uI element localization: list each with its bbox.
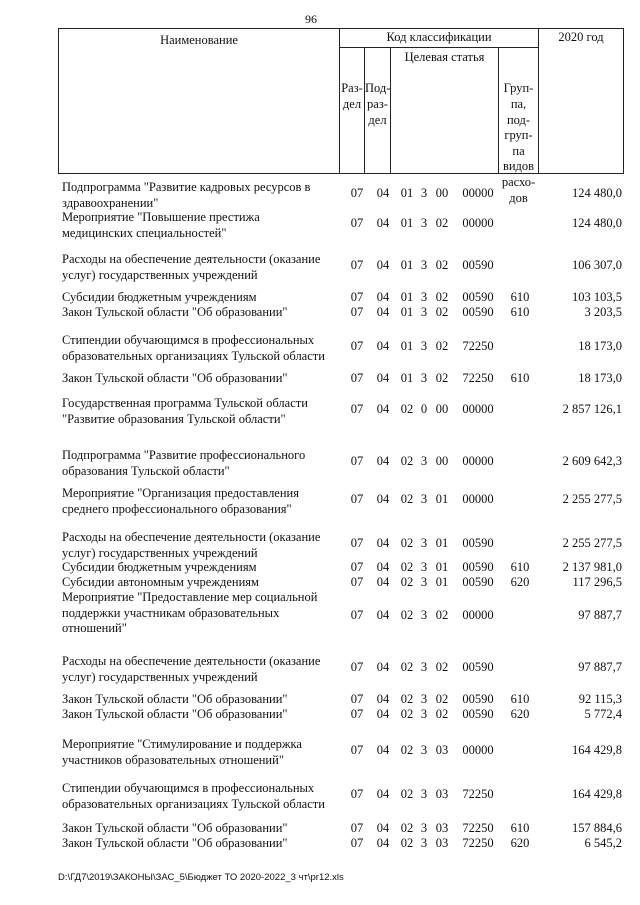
row-podrazdel: 04: [376, 402, 390, 416]
row-podrazdel: 04: [376, 536, 390, 550]
row-target-program: 02: [400, 575, 414, 589]
row-razdel: 07: [350, 608, 364, 622]
file-path-footer: D:\ГД7\2019\ЗАКОНЫ\ЗАС_5\Бюджет ТО 2020-2022_3 чт\pr12.xls: [58, 872, 344, 883]
row-target-program: 02: [400, 660, 414, 674]
row-target-event: 01: [435, 575, 449, 589]
row-target-event: 02: [435, 258, 449, 272]
row-razdel: 07: [350, 492, 364, 506]
row-target-event: 01: [435, 560, 449, 574]
row-target-direction: 00000: [462, 608, 494, 622]
row-target-event: 00: [435, 402, 449, 416]
row-target-direction: 00000: [462, 454, 494, 468]
row-target-program: 02: [400, 454, 414, 468]
row-target-event: 02: [435, 339, 449, 353]
row-name: Закон Тульской области "Об образовании": [62, 305, 288, 319]
row-target-subprogram: 3: [420, 305, 428, 319]
row-amount: 92 115,3: [578, 692, 622, 706]
row-target-program: 02: [400, 787, 414, 801]
row-expense-group: 610: [510, 290, 530, 304]
row-razdel: 07: [350, 743, 364, 757]
row-target-program: 02: [400, 821, 414, 835]
row-amount: 2 255 277,5: [562, 492, 622, 506]
row-target-direction: 00590: [462, 692, 494, 706]
row-target-direction: 00590: [462, 560, 494, 574]
row-target-direction: 00000: [462, 402, 494, 416]
row-target-program: 01: [400, 290, 414, 304]
row-target-event: 03: [435, 743, 449, 757]
row-name: Мероприятие "Стимулирование и поддержка участников образовательных отношений": [62, 737, 302, 767]
header-year-cell: [538, 28, 624, 174]
row-target-direction: 00000: [462, 743, 494, 757]
row-target-event: 01: [435, 536, 449, 550]
row-razdel: 07: [350, 787, 364, 801]
row-razdel: 07: [350, 305, 364, 319]
row-target-event: 02: [435, 371, 449, 385]
row-amount: 2 137 981,0: [562, 560, 622, 574]
row-expense-group: 610: [510, 821, 530, 835]
row-razdel: 07: [350, 258, 364, 272]
row-target-event: 02: [435, 692, 449, 706]
row-razdel: 07: [350, 692, 364, 706]
row-name: Закон Тульской области "Об образовании": [62, 836, 288, 850]
row-target-program: 01: [400, 371, 414, 385]
row-target-direction: 00590: [462, 305, 494, 319]
row-target-direction: 00000: [462, 216, 494, 230]
row-podrazdel: 04: [376, 216, 390, 230]
row-target-event: 02: [435, 305, 449, 319]
row-podrazdel: 04: [376, 492, 390, 506]
row-target-direction: 00590: [462, 707, 494, 721]
row-expense-group: 610: [510, 305, 530, 319]
row-target-subprogram: 3: [420, 186, 428, 200]
row-podrazdel: 04: [376, 821, 390, 835]
row-amount: 18 173,0: [578, 371, 622, 385]
row-target-direction: 00000: [462, 186, 494, 200]
row-razdel: 07: [350, 454, 364, 468]
row-target-subprogram: 3: [420, 787, 428, 801]
row-amount: 117 296,5: [572, 575, 622, 589]
row-target-event: 02: [435, 707, 449, 721]
row-podrazdel: 04: [376, 560, 390, 574]
row-target-direction: 00590: [462, 258, 494, 272]
row-razdel: 07: [350, 402, 364, 416]
row-target-program: 01: [400, 186, 414, 200]
row-target-program: 01: [400, 339, 414, 353]
row-target-direction: 00590: [462, 290, 494, 304]
row-podrazdel: 04: [376, 743, 390, 757]
header-podrazdel: Под- раз- дел: [365, 81, 391, 127]
row-amount: 157 884,6: [572, 821, 622, 835]
row-name: Мероприятие "Организация предоставления среднего профессионального образования": [62, 486, 299, 516]
row-target-subprogram: 3: [420, 836, 428, 850]
row-target-program: 01: [400, 305, 414, 319]
row-expense-group: 620: [510, 575, 530, 589]
header-podrazdel-cell: [364, 47, 391, 174]
row-target-program: 02: [400, 492, 414, 506]
row-podrazdel: 04: [376, 707, 390, 721]
row-target-event: 03: [435, 821, 449, 835]
row-podrazdel: 04: [376, 836, 390, 850]
row-name: Стипендии обучающимся в профессиональных образовательных организациях Тульской области: [62, 333, 325, 363]
row-target-program: 02: [400, 707, 414, 721]
row-name: Расходы на обеспечение деятельности (оказание услуг) государственных учреждений: [62, 252, 321, 282]
row-podrazdel: 04: [376, 575, 390, 589]
row-amount: 164 429,8: [572, 743, 622, 757]
row-target-event: 00: [435, 186, 449, 200]
row-razdel: 07: [350, 186, 364, 200]
row-target-program: 02: [400, 560, 414, 574]
row-amount: 3 203,5: [584, 305, 622, 319]
row-target-event: 01: [435, 492, 449, 506]
row-razdel: 07: [350, 707, 364, 721]
row-target-direction: 00000: [462, 492, 494, 506]
header-gruppa-cell: [498, 47, 539, 205]
row-target-subprogram: 3: [420, 575, 428, 589]
row-target-subprogram: 3: [420, 290, 428, 304]
row-expense-group: 610: [510, 371, 530, 385]
row-razdel: 07: [350, 575, 364, 589]
row-expense-group: 610: [510, 560, 530, 574]
row-target-event: 00: [435, 454, 449, 468]
row-target-event: 02: [435, 608, 449, 622]
row-amount: 97 887,7: [578, 660, 622, 674]
row-target-direction: 00590: [462, 575, 494, 589]
header-celevaya: Целевая статья: [404, 50, 485, 64]
row-target-program: 02: [400, 743, 414, 757]
row-amount: 164 429,8: [572, 787, 622, 801]
row-expense-group: 620: [510, 836, 530, 850]
row-amount: 18 173,0: [578, 339, 622, 353]
row-name: Закон Тульской области "Об образовании": [62, 692, 288, 706]
row-razdel: 07: [350, 660, 364, 674]
row-target-subprogram: 3: [420, 560, 428, 574]
row-target-subprogram: 3: [420, 536, 428, 550]
row-target-subprogram: 3: [420, 339, 428, 353]
row-podrazdel: 04: [376, 454, 390, 468]
row-amount: 103 103,5: [572, 290, 622, 304]
row-target-event: 03: [435, 787, 449, 801]
row-target-program: 01: [400, 258, 414, 272]
row-name: Расходы на обеспечение деятельности (оказание услуг) государственных учреждений: [62, 654, 321, 684]
row-target-event: 02: [435, 660, 449, 674]
row-podrazdel: 04: [376, 660, 390, 674]
row-target-subprogram: 0: [420, 402, 428, 416]
row-amount: 2 857 126,1: [562, 402, 622, 416]
row-podrazdel: 04: [376, 186, 390, 200]
row-target-program: 02: [400, 692, 414, 706]
row-amount: 106 307,0: [572, 258, 622, 272]
row-name: Субсидии бюджетным учреждениям: [62, 290, 257, 304]
row-name: Стипендии обучающимся в профессиональных образовательных организациях Тульской области: [62, 781, 325, 811]
row-target-subprogram: 3: [420, 608, 428, 622]
page-number: 96: [305, 12, 317, 26]
header-razdel: Раз- дел: [341, 81, 363, 111]
row-razdel: 07: [350, 821, 364, 835]
row-podrazdel: 04: [376, 692, 390, 706]
row-target-subprogram: 3: [420, 454, 428, 468]
row-target-direction: 00590: [462, 660, 494, 674]
row-target-direction: 72250: [462, 787, 494, 801]
row-expense-group: 610: [510, 692, 530, 706]
row-target-subprogram: 3: [420, 692, 428, 706]
row-name: Закон Тульской области "Об образовании": [62, 371, 288, 385]
row-amount: 5 772,4: [584, 707, 622, 721]
row-target-direction: 72250: [462, 371, 494, 385]
row-amount: 6 545,2: [584, 836, 622, 850]
row-razdel: 07: [350, 836, 364, 850]
row-target-subprogram: 3: [420, 743, 428, 757]
header-gruppa: Груп- па, под- груп- па видов расхо- дов: [501, 81, 536, 205]
row-name: Закон Тульской области "Об образовании": [62, 707, 288, 721]
row-name: Подпрограмма "Развитие профессионального образования Тульской области": [62, 448, 306, 478]
row-target-event: 03: [435, 836, 449, 850]
row-name: Государственная программа Тульской области "Развитие образования Тульской области": [62, 396, 308, 426]
row-razdel: 07: [350, 560, 364, 574]
row-target-direction: 00590: [462, 536, 494, 550]
row-target-subprogram: 3: [420, 707, 428, 721]
row-name: Расходы на обеспечение деятельности (оказание услуг) государственных учреждений: [62, 530, 321, 560]
header-code-cell: [339, 28, 539, 48]
row-razdel: 07: [350, 290, 364, 304]
header-name-cell: [58, 28, 340, 174]
header-razdel-cell: [339, 47, 365, 174]
row-amount: 124 480,0: [572, 186, 622, 200]
row-amount: 2 609 642,3: [562, 454, 622, 468]
row-podrazdel: 04: [376, 371, 390, 385]
row-amount: 2 255 277,5: [562, 536, 622, 550]
row-amount: 97 887,7: [578, 608, 622, 622]
row-razdel: 07: [350, 339, 364, 353]
row-podrazdel: 04: [376, 305, 390, 319]
row-razdel: 07: [350, 536, 364, 550]
row-target-program: 01: [400, 216, 414, 230]
header-celevaya-cell: [390, 47, 499, 174]
header-name: Наименование: [160, 33, 238, 47]
row-podrazdel: 04: [376, 787, 390, 801]
row-expense-group: 620: [510, 707, 530, 721]
row-target-direction: 72250: [462, 836, 494, 850]
row-podrazdel: 04: [376, 290, 390, 304]
header-code: Код классификации: [386, 30, 492, 44]
row-name: Мероприятие "Повышение престижа медицинских специальностей": [62, 210, 260, 240]
row-target-subprogram: 3: [420, 258, 428, 272]
row-target-program: 02: [400, 836, 414, 850]
row-target-subprogram: 3: [420, 660, 428, 674]
row-target-subprogram: 3: [420, 821, 428, 835]
row-target-direction: 72250: [462, 821, 494, 835]
row-name: Субсидии автономным учреждениям: [62, 575, 259, 589]
row-name: Закон Тульской области "Об образовании": [62, 821, 288, 835]
row-target-event: 02: [435, 216, 449, 230]
row-name: Субсидии бюджетным учреждениям: [62, 560, 257, 574]
row-target-program: 02: [400, 536, 414, 550]
row-podrazdel: 04: [376, 608, 390, 622]
row-podrazdel: 04: [376, 258, 390, 272]
row-target-program: 02: [400, 608, 414, 622]
row-name: Подпрограмма "Развитие кадровых ресурсов в здравоохранении": [62, 180, 311, 210]
row-name: Мероприятие "Предоставление мер социальной поддержки участникам образовательных отношений": [62, 590, 318, 636]
row-amount: 124 480,0: [572, 216, 622, 230]
row-razdel: 07: [350, 371, 364, 385]
row-podrazdel: 04: [376, 339, 390, 353]
row-target-subprogram: 3: [420, 492, 428, 506]
row-target-direction: 72250: [462, 339, 494, 353]
row-razdel: 07: [350, 216, 364, 230]
header-year: 2020 год: [558, 30, 604, 44]
row-target-subprogram: 3: [420, 216, 428, 230]
row-target-subprogram: 3: [420, 371, 428, 385]
row-target-event: 02: [435, 290, 449, 304]
row-target-program: 02: [400, 402, 414, 416]
